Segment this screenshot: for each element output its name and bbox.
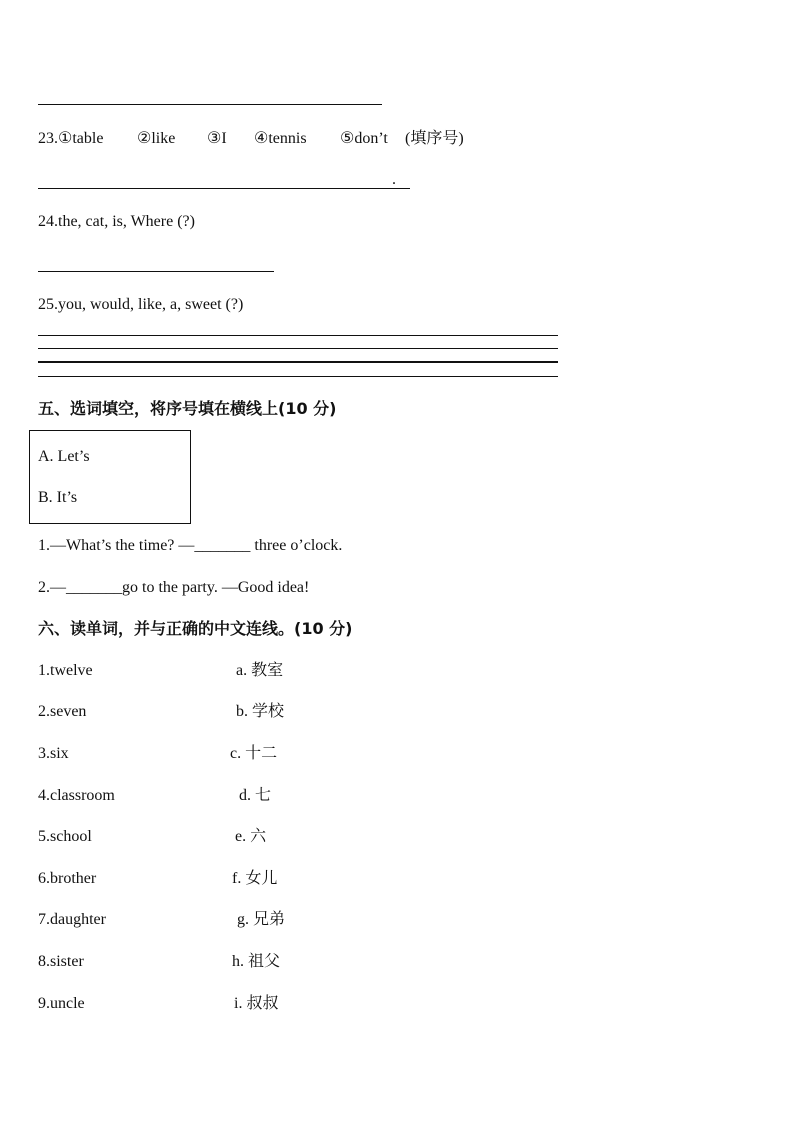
word-left-2: 2.seven [38, 703, 87, 720]
word-left-8: 8.sister [38, 953, 84, 970]
question-25: 25.you, would, like, a, sweet (?) [38, 296, 244, 313]
choice-b: B. It’s [38, 489, 78, 506]
word-right-6: f. 女儿 [232, 870, 278, 887]
option-3: ③I [207, 130, 227, 147]
word-left-9: 9.uncle [38, 995, 85, 1012]
section-6-title: 六、读单词，并与正确的中文连线。(10 分) [38, 619, 353, 638]
writing-line-1 [38, 335, 558, 336]
word-right-5: e. 六 [235, 828, 267, 845]
word-right-7: g. 兄弟 [237, 911, 286, 928]
word-right-4: d. 七 [239, 787, 272, 804]
option-2: ②like [137, 130, 176, 147]
word-left-3: 3.six [38, 745, 69, 762]
section-5-title: 五、选词填空，将序号填在横线上(10 分) [38, 399, 337, 418]
answer-line-24 [38, 271, 274, 272]
writing-line-4 [38, 376, 558, 377]
word-left-1: 1.twelve [38, 662, 93, 679]
word-left-5: 5.school [38, 828, 92, 845]
word-right-2: b. 学校 [236, 703, 285, 720]
answer-line-23 [38, 188, 410, 189]
fill-hint: (填序号) [405, 130, 464, 147]
word-right-9: i. 叔叔 [234, 995, 279, 1012]
question-23 [38, 129, 103, 149]
option-5: ⑤don’t [340, 130, 388, 147]
answer-period: . [392, 171, 396, 188]
section-5-item-2: 2.—_______go to the party. —Good idea! [38, 579, 310, 596]
question-24: 24.the, cat, is, Where (?) [38, 213, 195, 230]
word-choice-box [29, 430, 191, 524]
section-5-item-1: 1.—What’s the time? —_______ three o’clock. [38, 537, 343, 554]
answer-line-22 [38, 104, 382, 105]
word-left-4: 4.classroom [38, 787, 115, 804]
option-1: ①table [58, 130, 104, 147]
choice-a: A. Let’s [38, 448, 90, 465]
word-left-7: 7.daughter [38, 911, 106, 928]
word-right-8: h. 祖父 [232, 953, 281, 970]
writing-line-2 [38, 348, 558, 349]
writing-line-3 [38, 361, 558, 363]
word-right-1: a. 教室 [236, 662, 284, 679]
question-number: 23. [38, 130, 58, 147]
option-4: ④tennis [254, 130, 307, 147]
word-right-3: c. 十二 [230, 745, 278, 762]
word-left-6: 6.brother [38, 870, 97, 887]
